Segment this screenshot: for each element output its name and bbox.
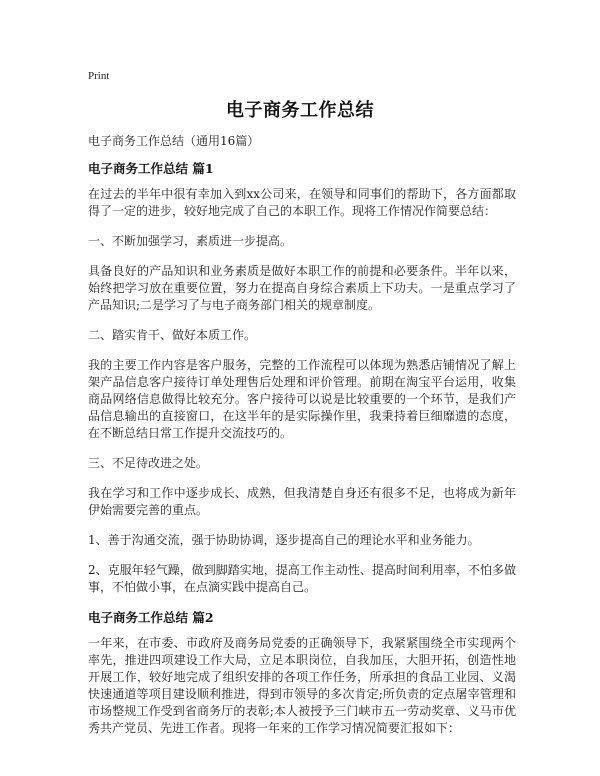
paragraph: 我在学习和工作中逐步成长、成熟，但我清楚自身还有很多不足，也将成为新年伊始需要完善的重点。 [88,486,516,517]
page-title: 电子商务工作总结 [226,100,374,121]
section-heading: 电子商务工作总结 篇1 [88,161,214,176]
document-body [88,133,516,750]
paragraph: 在过去的半年中很有幸加入到xx公司来，在领导和同事们的帮助下，各方面都取得了一定的进步，较好地完成了自己的本职工作。现将工作情况作简要总结： [88,187,516,218]
print-label[interactable]: Print [88,70,110,82]
document-subtitle: 电子商务工作总结（通用16篇） [88,134,260,148]
section-heading: 电子商务工作总结 篇2 [88,610,214,625]
paragraph: 一、不断加强学习，素质进一步提高。 [88,234,293,248]
paragraph: 三、不足待改进之处。 [88,456,209,470]
paragraph: 2、克服年轻气躁，做到脚踏实地，提高工作主动性、提高时间利用率，不怕多做事，不怕做小事，在点滴实践中提高自己。 [88,563,516,594]
paragraph: 二、踏实肯干、做好本质工作。 [88,328,257,342]
paragraph: 1、善于沟通交流，强于协助协调，逐步提高自己的理论水平和业务能力。 [88,533,480,547]
paragraph: 一年来，在市委、市政府及商务局党委的正确领导下，我紧紧围绕全市实现两个率先，推进四项建设工作大局，立足本职岗位，自我加压，大胆开拓，创造性地开展工作，较好地完成了组织安排的各项工作任务，所承担的食品工业园、义渴快速通道等项目建设顺利推进，得到市领导的多次肯定;所负责的定点屠宰管理和市场整规工作受到省商务厅的表彰;本人被授予三门峡市五一劳动奖章、义马市优秀共产党员、先进工作者。现将一年来的工作学习情况简要汇报如下： [88,636,516,735]
paragraph: 具备良好的产品知识和业务素质是做好本职工作的前提和必要条件。半年以来，始终把学习放在重要位置，努力在提高自身综合素质上下功夫。一是重点学习了产品知识;二是学习了与电子商务部门相关的规章制度。 [88,264,516,312]
section-2 [88,609,516,737]
paragraph: 我的主要工作内容是客户服务，完整的工作流程可以体现为熟悉店铺情况了解上架产品信息客户接待订单处理售后处理和评价管理。前期在淘宝平台运用，收集商品网络信息做得比较充分。客户接待可以说是比较重要的一个环节，是我们产品信息输出的直接窗口，在这半年的是实际操作里，我秉持着巨细靡遗的态度，在不断总结日常工作提升交流技巧的。 [88,358,516,440]
section-1 [88,160,516,596]
